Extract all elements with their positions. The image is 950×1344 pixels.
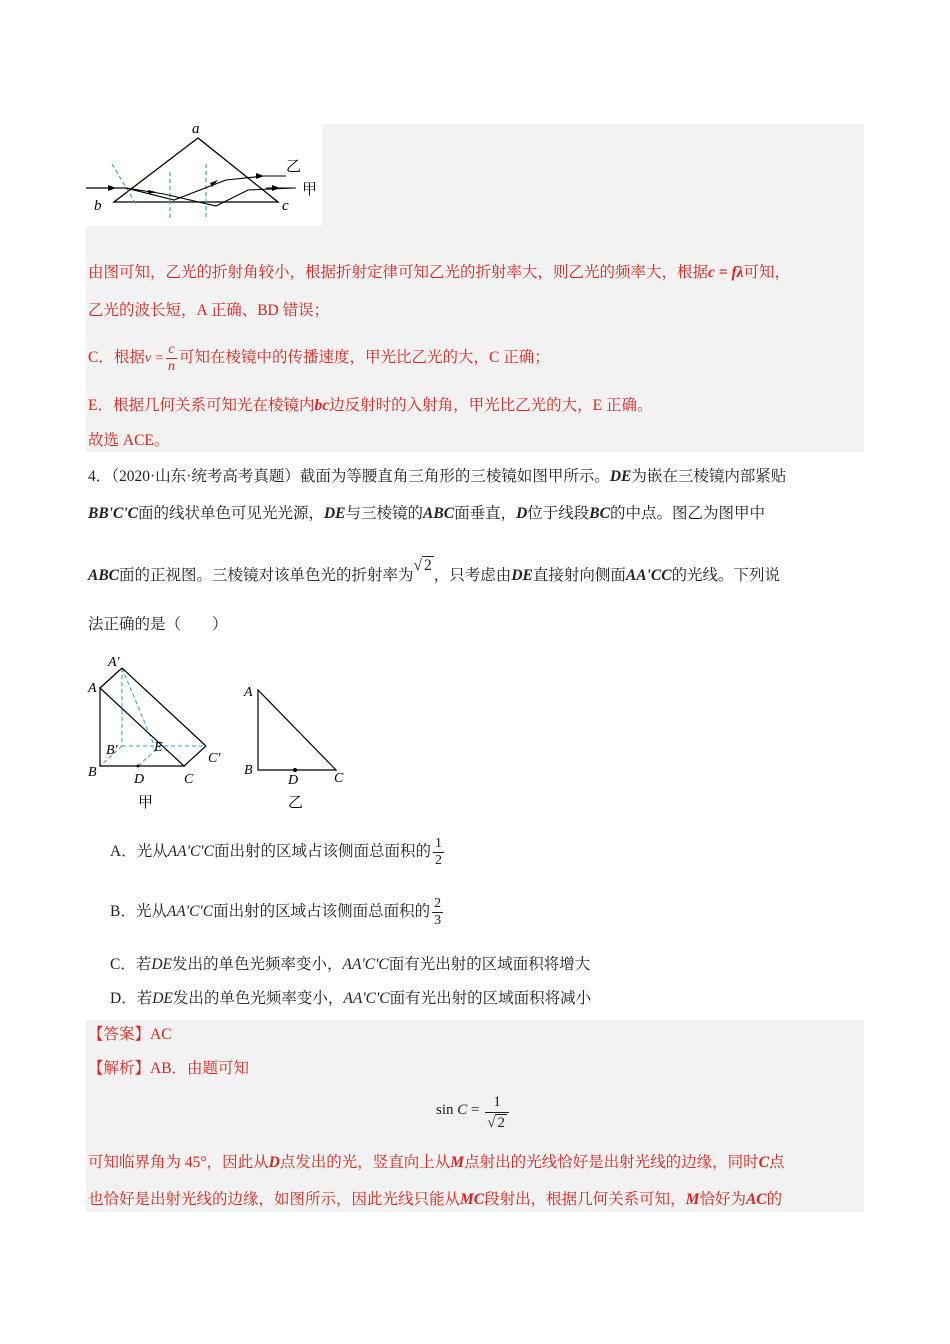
prev-solution-option-c: C．根据v = $\frac{c}{n}$ 可知在棱镜中的传播速度，甲光比乙光的大，C 正确； (88, 341, 550, 374)
fig2-jia-label-c1: C′ (208, 751, 221, 766)
fig2-jia-label-a: A (88, 681, 97, 696)
critical-angle-equation: sin C = $\frac{1}{√ 2}$ (436, 1092, 511, 1133)
fig1-label-jia: 甲 (302, 182, 318, 198)
fig1-label-c: c (282, 198, 289, 214)
fig2-yi-caption: 乙 (288, 795, 304, 811)
option-d[interactable]: D．若DE发出的单色光频率变小，AA'C'C面有光出射的区域面积将减小 (110, 990, 592, 1007)
fig1-label-a: a (192, 121, 200, 137)
question-line3: ABC面的正视图。三棱镜对该单色光的折射率为√ 2，只考虑由DE直接射向侧面AA'CC的光线。下列说 (88, 557, 781, 584)
analysis-intro: 【解析】AB．由题可知 (88, 1060, 250, 1077)
prev-solution-line1: 由图可知，乙光的折射角较小，根据折射定律可知乙光的折射率大，则乙光的频率大，根据c = fλ可知， (88, 264, 791, 281)
fig2-jia-label-d: D (134, 772, 145, 787)
fig2-jia-label-b: B (88, 765, 97, 780)
answer-line: 【答案】AC (88, 1026, 172, 1043)
fig1-label-b: b (94, 198, 102, 214)
question-line2: BB'C'C面的线状单色可见光光源，DE与三棱镜的ABC面垂直，D位于线段BC的中点。图乙为图甲中 (88, 505, 765, 522)
prism-ray-figure (86, 114, 326, 226)
fig2-yi-label-b: B (244, 763, 253, 778)
fig2-yi-label-c: C (334, 771, 344, 786)
question-line4: 法正确的是（ ） (88, 616, 228, 633)
fig2-jia-label-b1: B′ (106, 743, 118, 758)
option-c[interactable]: C．若DE发出的单色光频率变小，AA'C'C面有光出射的区域面积将增大 (110, 956, 591, 973)
analysis-para-line1: 可知临界角为 45°，因此从D点发出的光，竖直向上从M点射出的光线恰好是出射光线的边缘，同时C点 (88, 1154, 785, 1171)
fig2-jia-label-a1: A′ (108, 655, 120, 670)
fig2-yi-label-d: D (288, 773, 299, 788)
analysis-para-line2: 也恰好是出射光线的边缘，如图所示，因此光线只能从MC段射出，根据几何关系可知，M恰好为AC的 (88, 1191, 783, 1208)
fig2-yi-label-a: A (244, 685, 253, 700)
prism-triangle (114, 138, 278, 202)
option-b[interactable]: B．光从AA'C'C面出射的区域占该侧面总面积的 $\frac{2}{3}$ (110, 895, 442, 928)
prev-solution-option-e: E．根据几何关系可知光在棱镜内bc边反射时的入射角，甲光比乙光的大，E 正确。 (88, 397, 653, 414)
prev-solution-choice: 故选 ACE。 (88, 432, 170, 449)
fig2-jia-label-c: C (184, 772, 194, 787)
option-a[interactable]: A．光从AA'C'C面出射的区域占该侧面总面积的 $\frac{1}{2}$ (110, 835, 442, 868)
prism-3d-figure (86, 650, 246, 815)
question-line1: 4．（2020·山东·统考高考真题）截面为等腰直角三角形的三棱镜如图甲所示。DE为嵌在三棱镜内部紧贴 (88, 468, 787, 485)
prev-solution-line2: 乙光的波长短，A 正确、BD 错误； (88, 302, 330, 319)
fig1-label-yi: 乙 (286, 159, 302, 175)
prism-front-view-figure (240, 680, 360, 815)
fig2-jia-caption: 甲 (138, 795, 154, 811)
fig2-jia-label-e: E (154, 740, 163, 755)
